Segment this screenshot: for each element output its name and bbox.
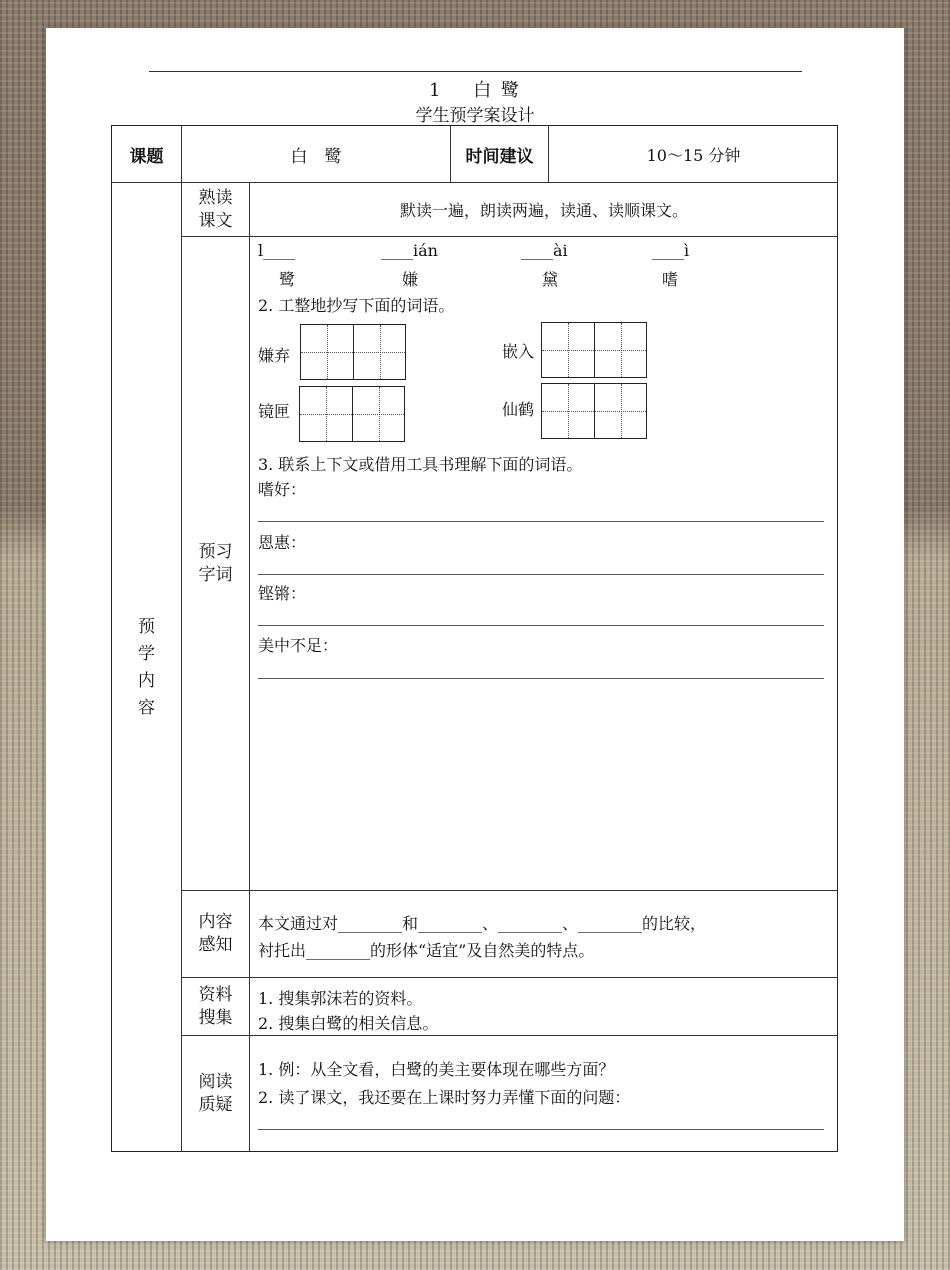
writing-grid[interactable] xyxy=(541,383,647,439)
question-item: 2. 读了课文，我还要在上课时努力弄懂下面的问题： xyxy=(258,1088,631,1107)
row-divider xyxy=(181,890,838,891)
pinyin-blank: ____ài xyxy=(521,241,568,260)
col-divider xyxy=(249,182,250,1152)
preview-char: 嗜 xyxy=(662,270,679,289)
answer-line[interactable] xyxy=(258,625,824,626)
question-3: 3. 联系上下文或借用工具书理解下面的词语。 xyxy=(258,455,583,474)
copy-word: 嫌弃 xyxy=(258,346,291,365)
main-section-label xyxy=(112,183,181,1152)
answer-line[interactable] xyxy=(258,574,824,575)
perceive-line-2: 衬托出________的形体“适宜”及自然美的特点。 xyxy=(258,941,595,960)
pinyin-blank: ____ián xyxy=(381,241,438,260)
topic-label: 课题 xyxy=(129,146,164,167)
collect-label: 资料 搜集 xyxy=(198,984,233,1028)
read-label: 熟读 课文 xyxy=(198,187,233,231)
question-2: 2. 工整地抄写下面的词语。 xyxy=(258,296,455,315)
row-divider xyxy=(181,1035,838,1036)
main-label-char: 学 xyxy=(138,643,155,664)
perceive-label: 内容 感知 xyxy=(198,912,233,955)
time-label: 时间建议 xyxy=(465,146,534,167)
collect-item: 2. 搜集白鹭的相关信息。 xyxy=(258,1014,439,1033)
preview-label: 预习 字词 xyxy=(198,541,233,585)
header-rule xyxy=(149,71,802,72)
time-value: 10～15 分钟 xyxy=(646,145,741,165)
preview-char: 嫌 xyxy=(402,270,419,289)
row-divider xyxy=(181,977,838,978)
main-label-char: 容 xyxy=(138,697,155,718)
read-content: 默读一遍，朗读两遍，读通、读顺课文。 xyxy=(399,201,688,220)
answer-line[interactable] xyxy=(258,1129,824,1130)
worksheet-paper xyxy=(46,28,904,1241)
term-label: 铿锵： xyxy=(258,584,307,603)
main-label-char: 预 xyxy=(138,616,155,637)
worksheet-subtitle: 学生预学案设计 xyxy=(415,106,535,126)
collect-item: 1. 搜集郭沫若的资料。 xyxy=(258,989,423,1008)
row-divider xyxy=(181,236,838,237)
pinyin-blank: l____ xyxy=(258,241,296,260)
answer-line[interactable] xyxy=(258,521,824,522)
writing-grid[interactable] xyxy=(541,322,647,378)
preview-table xyxy=(111,125,838,1152)
lesson-number: 1 xyxy=(428,80,443,101)
writing-grid[interactable] xyxy=(299,386,405,442)
answer-line[interactable] xyxy=(258,678,824,679)
term-label: 恩惠： xyxy=(258,533,307,552)
writing-grid[interactable] xyxy=(300,324,406,380)
perceive-line-1: 本文通过对________和________、________、________的比较， xyxy=(258,914,707,933)
copy-word: 镜匣 xyxy=(258,402,291,421)
preview-char: 鹭 xyxy=(279,270,296,289)
main-label-char: 内 xyxy=(138,670,155,691)
preview-char: 黛 xyxy=(542,270,559,289)
question-label: 阅读 质疑 xyxy=(198,1072,233,1115)
question-item: 1. 例：从全文看，白鹭的美主要体现在哪些方面？ xyxy=(258,1060,615,1079)
lesson-title xyxy=(46,76,904,102)
term-label: 嗜好： xyxy=(258,480,307,499)
term-label: 美中不足： xyxy=(258,636,339,655)
lesson-title-text: 白 鹭 xyxy=(473,80,522,101)
pinyin-blank: ____ì xyxy=(652,241,690,260)
copy-word: 仙鹤 xyxy=(502,400,535,419)
topic-value: 白 鹭 xyxy=(290,146,342,167)
copy-word: 嵌入 xyxy=(502,342,535,361)
